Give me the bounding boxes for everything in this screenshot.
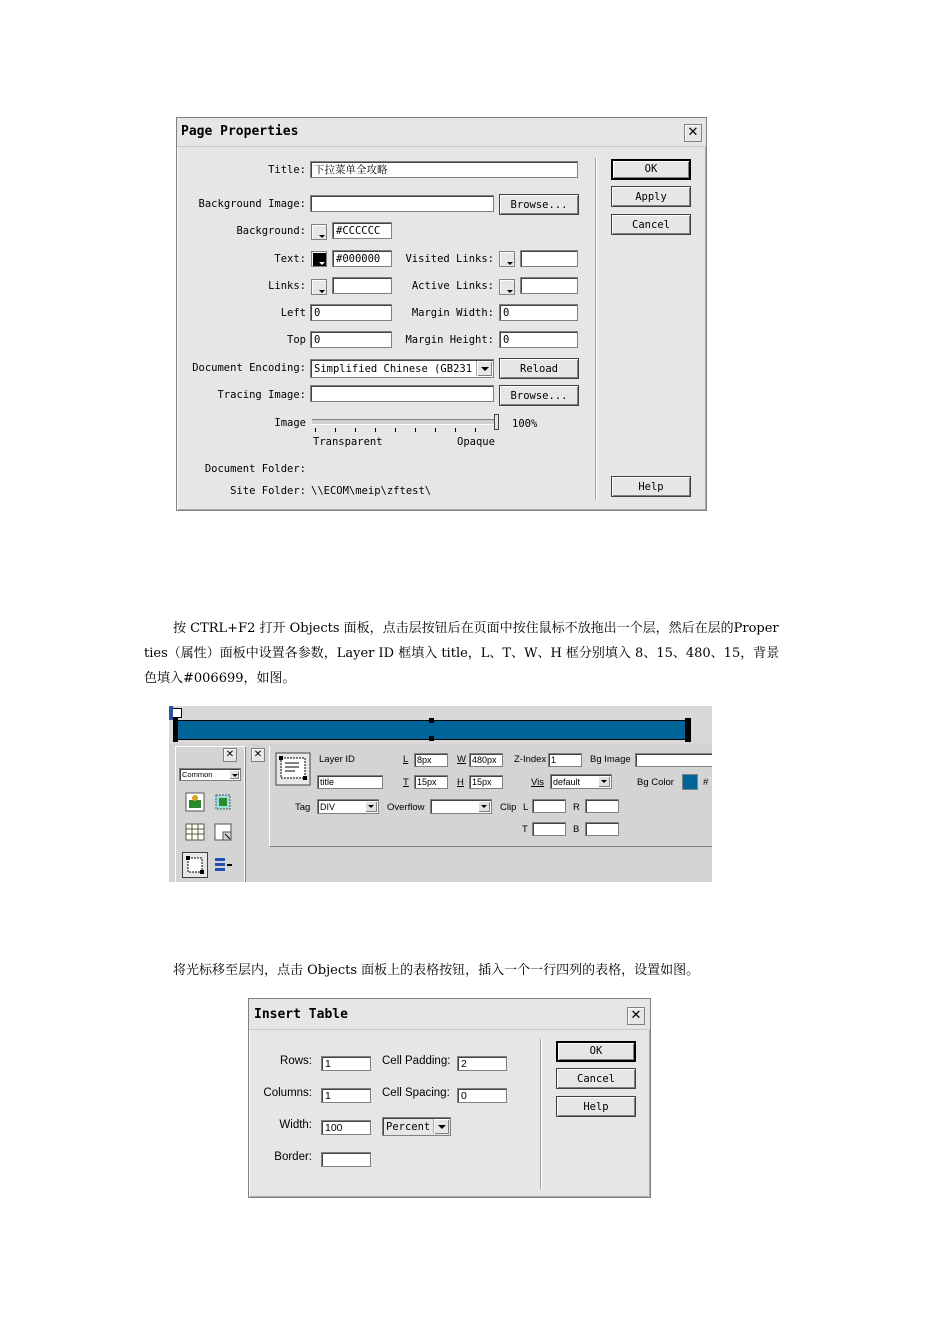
draw-layer-icon[interactable] <box>185 855 205 875</box>
chevron-down-icon[interactable] <box>365 801 377 812</box>
image-opacity-slider[interactable] <box>312 419 496 425</box>
slider-ticks <box>315 428 495 432</box>
cell-spacing-field[interactable]: 0 <box>457 1088 507 1103</box>
visited-links-label: Visited Links: <box>405 253 494 265</box>
background-color-swatch[interactable] <box>311 224 327 240</box>
document-folder-label: Document Folder: <box>204 463 306 475</box>
insert-table-icon[interactable] <box>185 822 205 842</box>
width-label: Width: <box>279 1119 312 1131</box>
paragraph-line: 色填入#006699，如图。 <box>144 671 296 686</box>
border-label: Border: <box>274 1151 312 1163</box>
l-label: L <box>403 754 409 765</box>
columns-field[interactable]: 1 <box>321 1088 371 1103</box>
top-margin-field[interactable]: 0 <box>310 331 392 348</box>
chevron-down-icon[interactable] <box>433 1119 449 1134</box>
l-field[interactable]: 8px <box>414 753 448 767</box>
cancel-button[interactable]: Cancel <box>556 1068 636 1089</box>
bg-color-label: Bg Color <box>637 777 674 788</box>
close-icon[interactable]: ✕ <box>627 1007 645 1025</box>
active-links-field[interactable] <box>520 277 578 294</box>
vis-value: default <box>553 777 581 787</box>
text-color-swatch[interactable] <box>311 251 327 267</box>
layer-screenshot <box>169 706 712 882</box>
rollover-image-icon[interactable] <box>213 792 233 812</box>
tracing-image-field[interactable] <box>310 385 494 402</box>
tracing-image-label: Tracing Image: <box>217 389 306 401</box>
bg-color-swatch[interactable] <box>682 774 698 790</box>
layer-resize-handle[interactable] <box>173 718 178 742</box>
margin-height-label: Margin Height: <box>405 334 494 346</box>
help-button[interactable]: Help <box>556 1096 636 1117</box>
border-field[interactable] <box>321 1152 371 1167</box>
chevron-down-icon[interactable] <box>478 801 490 812</box>
bg-image-field[interactable] <box>635 753 712 767</box>
margin-width-label: Margin Width: <box>411 307 494 319</box>
objects-close-icon[interactable]: ✕ <box>223 748 237 762</box>
background-color-field[interactable]: #CCCCCC <box>332 222 392 239</box>
clip-b-label: B <box>573 824 580 835</box>
background-image-field[interactable] <box>310 195 494 212</box>
close-icon[interactable]: ✕ <box>684 124 702 142</box>
h-field[interactable]: 15px <box>469 775 503 789</box>
bg-color-hash: # <box>703 777 709 788</box>
ok-button[interactable]: OK <box>556 1041 636 1062</box>
active-links-label: Active Links: <box>411 280 494 292</box>
objects-category-select[interactable] <box>179 768 241 781</box>
ok-button[interactable]: OK <box>611 159 691 180</box>
site-folder-label: Site Folder: <box>230 485 306 497</box>
vis-select[interactable] <box>550 774 612 789</box>
cell-padding-label: Cell Padding: <box>382 1055 451 1067</box>
t-label: T <box>403 777 409 788</box>
overflow-select[interactable] <box>430 799 492 814</box>
cell-padding-field[interactable]: 2 <box>457 1056 507 1071</box>
tag-label: Tag <box>295 802 311 813</box>
canvas-left-edge <box>169 706 173 720</box>
columns-label: Columns: <box>263 1087 312 1099</box>
width-field[interactable]: 100 <box>321 1120 371 1135</box>
objects-category-value: Common <box>182 770 213 779</box>
bg-image-label: Bg Image <box>590 754 631 765</box>
clip-label: Clip <box>500 802 517 813</box>
browse-background-button[interactable]: Browse... <box>499 194 579 215</box>
properties-close-icon[interactable]: ✕ <box>251 748 265 762</box>
navigation-bar-icon[interactable] <box>213 855 233 875</box>
background-label: Background: <box>236 225 306 237</box>
dialog-title: Insert Table <box>249 999 650 1030</box>
text-label: Text: <box>274 253 306 265</box>
vis-label: Vis <box>531 777 545 788</box>
width-unit-value: Percent <box>386 1121 431 1133</box>
visited-links-swatch[interactable] <box>499 251 515 267</box>
apply-button[interactable]: Apply <box>611 186 691 207</box>
opaque-label: Opaque <box>457 436 495 448</box>
browse-tracing-button[interactable]: Browse... <box>499 385 579 406</box>
rows-field[interactable]: 1 <box>321 1056 371 1071</box>
left-margin-field[interactable]: 0 <box>310 304 392 321</box>
visited-links-field[interactable] <box>520 250 578 267</box>
layer-resize-handle[interactable] <box>429 718 434 723</box>
overflow-label: Overflow <box>387 802 425 813</box>
help-button[interactable]: Help <box>611 476 691 497</box>
rows-label: Rows: <box>280 1055 312 1067</box>
z-index-field[interactable]: 1 <box>548 753 582 767</box>
chevron-down-icon[interactable] <box>476 361 492 376</box>
layer-type-icon <box>275 752 311 786</box>
clip-b-field[interactable] <box>585 822 619 836</box>
top-label: Top <box>287 334 306 346</box>
layer-resize-handle[interactable] <box>685 718 691 742</box>
clip-t-field[interactable] <box>532 822 566 836</box>
t-field[interactable]: 15px <box>414 775 448 789</box>
layer-id-field[interactable]: title <box>317 775 383 789</box>
z-index-label: Z-Index <box>514 754 547 765</box>
layer-id-label: Layer ID <box>319 754 355 765</box>
tag-select[interactable] <box>317 799 379 814</box>
insert-image-icon[interactable] <box>185 792 205 812</box>
paragraph-line: 将光标移至层内，点击 Objects 面板上的表格按钮，插入一个一行四列的表格，设置如图。 <box>173 963 700 978</box>
page-properties-dialog <box>176 117 707 511</box>
background-image-label: Background Image: <box>198 198 306 210</box>
cancel-button[interactable]: Cancel <box>611 214 691 235</box>
margin-width-field[interactable]: 0 <box>499 304 578 321</box>
w-field[interactable]: 480px <box>469 753 503 767</box>
reload-button[interactable]: Reload <box>499 358 579 379</box>
insert-table-dialog <box>248 998 651 1198</box>
layer-resize-handle[interactable] <box>429 736 434 741</box>
dialog-title: Page Properties <box>177 118 706 147</box>
active-links-swatch[interactable] <box>499 279 515 295</box>
clip-t-label: T <box>522 824 528 835</box>
instruction-paragraph-1 <box>144 616 824 691</box>
image-label: Image <box>274 417 306 429</box>
title-label: Title: <box>268 164 306 176</box>
clip-l-label: L <box>523 802 529 813</box>
clip-l-field[interactable] <box>532 799 566 813</box>
links-swatch[interactable] <box>311 279 327 295</box>
width-unit-select[interactable] <box>382 1117 451 1136</box>
instruction-paragraph-2 <box>173 958 699 983</box>
button-separator <box>595 158 597 500</box>
margin-height-field[interactable]: 0 <box>499 331 578 348</box>
left-label: Left <box>280 307 306 319</box>
clip-r-field[interactable] <box>585 799 619 813</box>
document-encoding-label: Document Encoding: <box>192 362 306 374</box>
document-encoding-select[interactable] <box>310 359 494 378</box>
clip-r-label: R <box>573 802 580 813</box>
title-field[interactable]: 下拉菜单全攻略 <box>310 161 578 178</box>
document-encoding-value: Simplified Chinese (GB231 <box>314 363 473 375</box>
text-color-field[interactable]: #000000 <box>332 250 392 267</box>
transparent-label: Transparent <box>313 436 383 448</box>
paragraph-line: ties（属性）面板中设置各参数，Layer ID 框填入 title，L、T、W、H 框分别填入 8、15、480、15，背景 <box>144 646 780 661</box>
paragraph-line: 按 CTRL+F2 打开 Objects 面板，点击层按钮后在页面中按住鼠标不放拖出一个层，然后在层的Proper <box>173 621 779 636</box>
links-field[interactable] <box>332 277 392 294</box>
tag-value: DIV <box>320 802 336 812</box>
image-opacity-value: 100% <box>512 418 538 430</box>
tabular-data-icon[interactable] <box>213 822 233 842</box>
h-label: H <box>457 777 464 788</box>
site-folder-value: \\ECOM\meip\zftest\ <box>311 485 432 497</box>
button-separator <box>540 1039 542 1189</box>
chevron-down-icon[interactable] <box>598 776 610 787</box>
links-label: Links: <box>268 280 306 292</box>
cell-spacing-label: Cell Spacing: <box>382 1087 450 1099</box>
w-label: W <box>457 754 466 765</box>
